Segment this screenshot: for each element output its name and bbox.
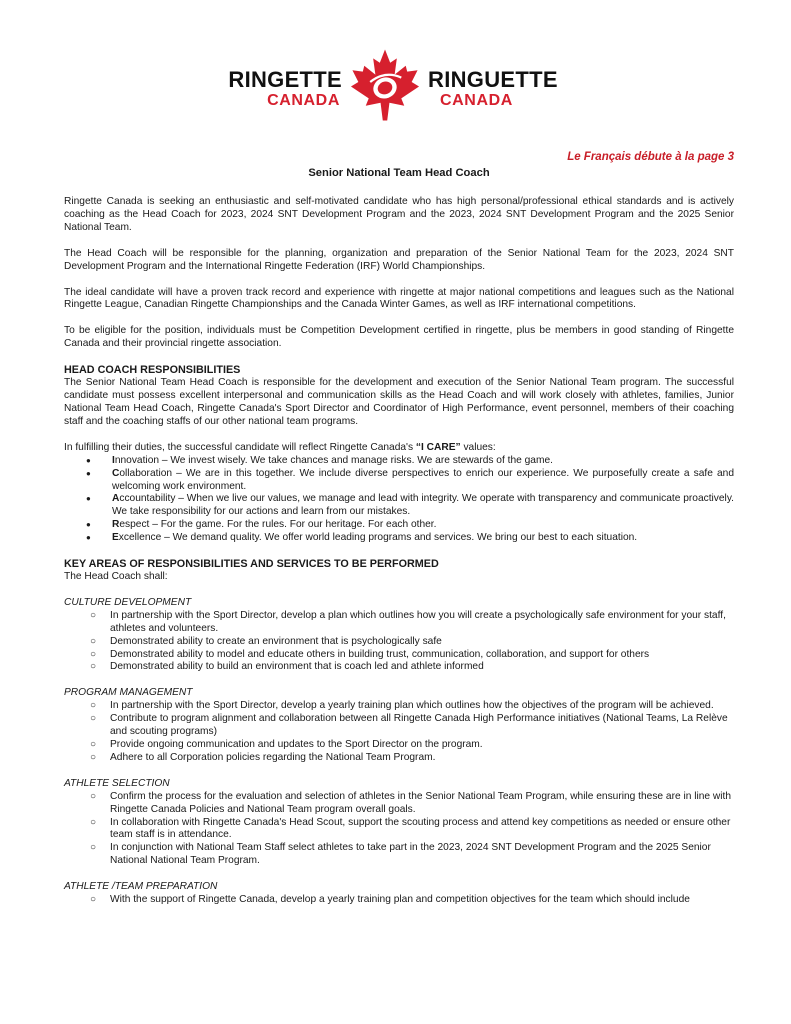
value-initial: E bbox=[112, 532, 119, 544]
value-text: xcellence – We demand quality. We offer world leading programs and services. We bring our best to each situation. bbox=[118, 532, 638, 544]
list-item: ○ Confirm the process for the evaluation and selection of athletes in the Senior National Team Program, while ensuring these are in line with Ringette Canada Policies and National Team program overall goals. bbox=[64, 791, 734, 817]
athlete-team-preparation-heading: ATHLETE /TEAM PREPARATION bbox=[64, 881, 218, 893]
list-item: ○ In conjunction with National Team Staff select athletes to take part in the 2023, 2024 SNT Development Program and the 2025 Senior National National Team Program. bbox=[64, 842, 734, 868]
responsibilities-heading: HEAD COACH RESPONSIBILITIES bbox=[64, 364, 241, 377]
list-item: ○ Contribute to program alignment and collaboration between all Ringette Canada High Performance initiatives (National Teams, La Relève and scouting programs) bbox=[64, 713, 734, 739]
key-areas-lead: The Head Coach shall: bbox=[64, 571, 168, 583]
intro-paragraph-3: The ideal candidate will have a proven track record and experience with ringette at major national competitions and leagues such as the National Ringette League, Canadian Ringette Championships and the Canada Winter Games, as well as IRF international competitions. bbox=[64, 286, 734, 311]
list-item: ○ Demonstrated ability to model and educate others in building trust, communication, collaboration, and support for others bbox=[64, 649, 734, 662]
ringette-canada-logo bbox=[0, 44, 791, 124]
values-intro bbox=[64, 442, 734, 455]
logo-english-wordmark bbox=[226, 68, 342, 110]
value-item-innovation bbox=[64, 455, 734, 468]
program-management-heading: PROGRAM MANAGEMENT bbox=[64, 687, 193, 699]
values-intro-end: values: bbox=[460, 441, 496, 453]
value-initial: A bbox=[112, 493, 120, 505]
value-initial: R bbox=[112, 519, 120, 531]
program-management-list bbox=[64, 700, 734, 765]
logo-left-line1: RINGETTE bbox=[228, 67, 342, 92]
list-item: ○ Provide ongoing communication and updates to the Sport Director on the program. bbox=[64, 739, 734, 752]
responsibilities-body: The Senior National Team Head Coach is responsible for the development and execution of the Senior National Team program. The successful candidate must possess excellent interpersonal and communication skills as the Head Coach and will work closely with athletes, families, Junior National Team Head Coach, Ringette Canada's Sport Director and Coordinator of High Performance, event personnel, members of their coaching staff and the coaching staffs of our other national team programs. bbox=[64, 377, 734, 427]
value-text: ollaboration – We are in this together. We include diverse perspectives to enrich our experience. We purposefully create a safe and welcoming work environment. bbox=[112, 467, 734, 492]
value-item-respect bbox=[64, 519, 734, 532]
list-item: ○ In collaboration with Ringette Canada's Head Scout, support the scouting process and attend key competitions as needed or ensure other team staff is in attendance. bbox=[64, 817, 734, 843]
values-list bbox=[64, 455, 734, 545]
logo-right-line1: RINGUETTE bbox=[428, 67, 558, 92]
document-body bbox=[64, 150, 734, 907]
logo-right-line2: CANADA bbox=[440, 92, 513, 109]
value-text: espect – For the game. For the rules. For our heritage. For each other. bbox=[119, 519, 437, 531]
value-initial: C bbox=[112, 467, 120, 479]
value-text: ccountability – When we live our values, we manage and lead with integrity. We operate with transparency and communicate proactively. We take responsibility for our actions and learn from our mistakes. bbox=[112, 493, 734, 518]
list-item: ○ Demonstrated ability to create an environment that is psychologically safe bbox=[64, 636, 734, 649]
values-intro-text: In fulfilling their duties, the successful candidate will reflect Ringette Canada's bbox=[64, 441, 416, 453]
culture-development-heading: CULTURE DEVELOPMENT bbox=[64, 596, 192, 608]
value-item-collaboration bbox=[64, 468, 734, 494]
intro-paragraph-4: To be eligible for the position, individuals must be Competition Development certified in ringette, plus be members in good standing of Ringette Canada and their provincial ringette association. bbox=[64, 325, 734, 350]
value-text: nnovation – We invest wisely. We take chances and manage risks. We are stewards of the game. bbox=[114, 454, 553, 466]
list-item: ○ In partnership with the Sport Director, develop a plan which outlines how you will create a psychologically safe environment for your staff, athletes and volunteers. bbox=[64, 610, 734, 636]
value-initial: I bbox=[112, 454, 115, 466]
document-title: Senior National Team Head Coach bbox=[308, 167, 490, 179]
list-item: ○ With the support of Ringette Canada, develop a yearly training plan and competition objectives for the team which should include bbox=[64, 894, 734, 907]
list-item: ○ Demonstrated ability to build an environment that is coach led and athlete informed bbox=[64, 661, 734, 674]
i-care-label: “I CARE” bbox=[415, 441, 461, 453]
logo-left-line2: CANADA bbox=[267, 92, 340, 109]
value-item-accountability bbox=[64, 493, 734, 519]
athlete-selection-list bbox=[64, 791, 734, 868]
key-areas-heading: KEY AREAS OF RESPONSIBILITIES AND SERVICES TO BE PERFORMED bbox=[64, 558, 439, 571]
list-item: ○ In partnership with the Sport Director, develop a yearly training plan which outlines how the objectives of the program will be achieved. bbox=[64, 700, 734, 713]
list-item: ○ Adhere to all Corporation policies regarding the National Team Program. bbox=[64, 752, 734, 765]
athlete-team-preparation-list bbox=[64, 894, 734, 907]
french-version-note: Le Français débute à la page 3 bbox=[567, 151, 734, 163]
intro-paragraph-2: The Head Coach will be responsible for the planning, organization and preparation of the Senior National Team for the 2023, 2024 SNT Development Program and the International Ringette Federation (IRF) World Championships. bbox=[64, 247, 734, 272]
athlete-selection-heading: ATHLETE SELECTION bbox=[64, 777, 170, 789]
value-item-excellence bbox=[64, 532, 734, 545]
logo-french-wordmark bbox=[428, 68, 578, 110]
culture-development-list bbox=[64, 610, 734, 675]
maple-leaf-icon bbox=[346, 48, 424, 122]
intro-paragraph-1: Ringette Canada is seeking an enthusiastic and self-motivated candidate who has high personal/professional ethical standards and is actively coaching as the Head Coach for 2023, 2024 SNT Development Program and the 2023, 2024 SNT Development Program and the 2025 Senior National Team. bbox=[64, 196, 734, 233]
